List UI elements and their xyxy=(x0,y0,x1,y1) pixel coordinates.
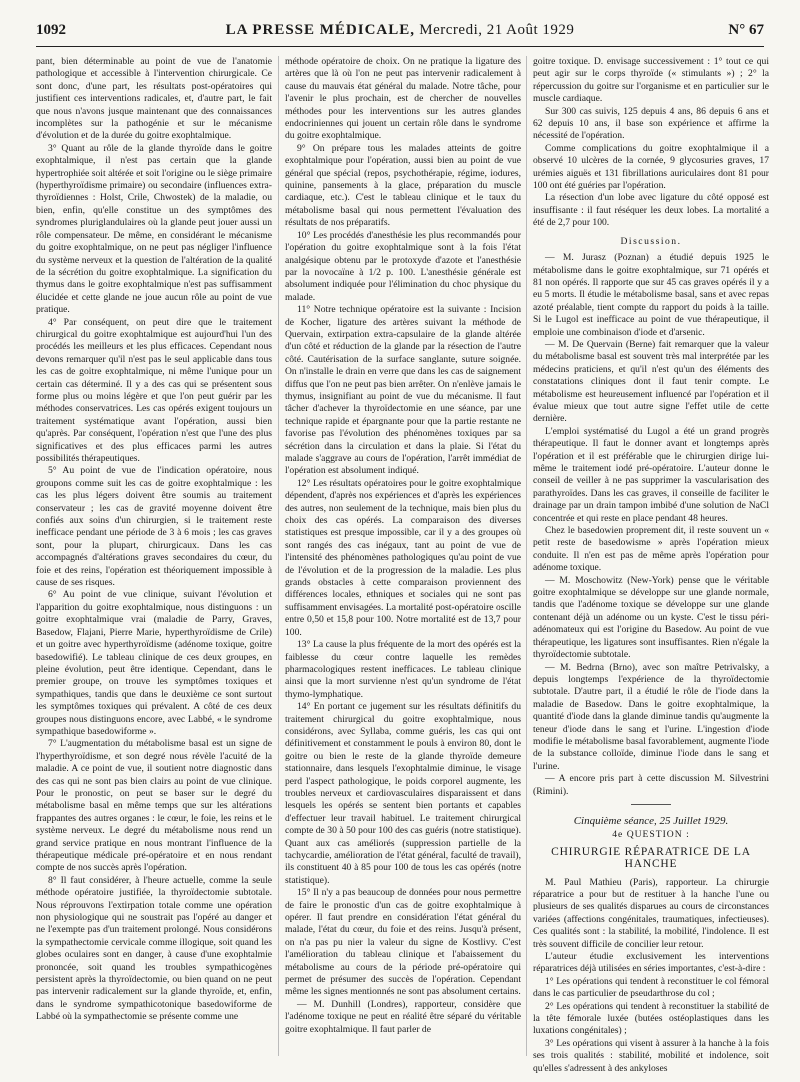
paragraph: pant, bien déterminable au point de vue de l'anatomie pathologique et accessible à l'intervention chirurgicale. Ce sont donc, d'une part, les résultats post-opératoires qui justifient ces interventions radicales, et, d'autre part, le fait que nous n'avons jusque maintenant que des connaissances incomplètes sur la pathogénie et sur le mécanisme d'évolution et de la durée du goitre exophtalmique. xyxy=(36,56,272,142)
paragraph: — M. Jurasz (Poznan) a étudié depuis 1925 le métabolisme dans le goitre exophtalmique, sur 71 opérés et 81 non opérés. Il rapporte que sur 45 cas graves opérés il y a eu 5 morts. Il étudie le métabolisme basal, sans et avec repas azoté préalable, tient compte du rapport du poids à la taille. Si le Lugol est inefficace au point de vue thérapeutique, il emploie une combinaison d'iode et d'arsenic. xyxy=(533,252,769,338)
column-divider xyxy=(526,56,527,1056)
column-divider xyxy=(278,56,279,1056)
paragraph: 14° En portant ce jugement sur les résultats définitifs du traitement chirurgical du goitre exophtalmique, nous considérons, avec Syllaba, comme guéris, les cas qui ont définitivement et constamment le pouls à environ 80, dont le goitre ou bien le reste de la glande thyroïde demeure stationnaire, dans lesquels l'exophtalmie diminue, le visage perd l'aspect pathologique, le poids corporel augmente, les troubles nerveux et cardiovasculaires disparaissent et dans lesquels les opérés se sentent bien portants et capables d'effectuer leur travail habituel. Le traitement chirurgical compte de 30 à 50 pour 100 des cas guéris (notre statistique). Quant aux cas améliorés (suppression partielle de la tachycardie, amélioration de l'état général, faculté de travail), ils constituent 40 à 85 pour 100 de tous les cas opérés (notre statistique). xyxy=(285,701,521,886)
paragraph: L'auteur étudie exclusivement les interventions réparatrices déjà utilisées en séries importantes, c'est-à-dire : xyxy=(533,951,769,975)
paragraph: 3° Quant au rôle de la glande thyroïde dans le goitre exophtalmique, il n'est pas certain que la glande hypertrophiée soit altérée et soit l'origine ou le siège primaire (hyperthyroïdisme primaire) ou secondaire (influences extra-thyroïdiennes : Holst, Crile, Chwostek) de la maladie, ou bien, enfin, qu'elle constitue un des symptômes des syndromes pluriglandulaires où la glande peut jouer aussi un rôle compensateur. De même, en considérant le mécanisme du goitre exophtalmique, on ne peut pas négliger l'influence du système nerveux et la question de l'altération de la qualité de la sécrétion du goitre exophtalmique. La signification du thymus dans le goitre exophtalmique n'est pas suffisamment élucidée et cette glande ne joue aucun rôle au point de vue pratique. xyxy=(36,142,272,316)
column-2 xyxy=(285,56,521,1068)
page-header xyxy=(36,20,764,47)
paragraph: 13° La cause la plus fréquente de la mort des opérés est la faiblesse du cœur contre laquelle les remèdes pharmacologiques restent inefficaces. Le tableau clinique ainsi que la mort survienne n'est qu'un syndrome de l'état thymo-lymphatique. xyxy=(285,639,521,700)
paragraph: — M. Moschowitz (New-York) pense que le véritable goitre exophtalmique se développe sur une glande normale, tandis que l'adénome toxique se développe sur une glande contenant déjà un adénome ou un kyste. C'est le tissu péri-adénomateux qui est l'origine du Basedow. Au point de vue thérapeutique, les ligatures sont insuffisantes. Rien n'égale la thyroïdectomie subtotale. xyxy=(533,574,769,661)
paragraph: L'emploi systématisé du Lugol a été un grand progrès thérapeutique. Il faut le donner avant et longtemps après l'opération et il est préférable que le chirurgien dirige lui-même le traitement iodé pré-opératoire. L'auteur donne le conseil de veiller à ne pas supprimer la vascularisation des parathyroïdes. Dans les cas graves, il conseille de faciliter le drainage par un drain tampon imbibé d'une solution de NaCl concentrée et qui reste en place pendant 48 heures. xyxy=(533,425,769,524)
chapter-heading: CHIRURGIE RÉPARATRICE DE LA HANCHE xyxy=(551,845,751,871)
paragraph: 10° Les procédés d'anesthésie les plus recommandés pour l'opération du goitre exophtalmique sont à la fois l'état analgésique obtenu par le protoxyde d'azote et l'anesthésie par la novocaïne à 1/2 p. 100. L'anesthésie générale est absolument indiquée pour l'élimination du choc physique du malade. xyxy=(285,229,521,303)
paragraph: — M. De Quervain (Berne) fait remarquer que la valeur du métabolisme basal est souvent très mal interprétée par les médecins praticiens, et qu'il n'est qu'un des éléments des constatations cliniques dont il faut tenir compte. Le métabolisme est heureusement influencé par l'opération et il évalue mieux que tout autre signe l'effet utile de cette dernière. xyxy=(533,338,769,425)
column-3 xyxy=(533,56,769,1074)
paragraph: 9° On prépare tous les malades atteints de goitre exophtalmique pour l'opération, aussi bien au point de vue général que spécial (repos, psychothérapie, régime, iodures, quinine, pansements à la glace, préparation du muscle cardiaque, etc.). C'est le tableau clinique et le taux du métabolisme basal qui nous permettent l'évaluation des résultats de nos préparatifs. xyxy=(285,142,521,229)
running-title xyxy=(36,22,764,39)
paragraph: 3° Les opérations qui visent à assurer à la hanche à la fois ses trois qualités : stabilité, mobilité et indolence, soit qu'elles s'adressent à des ankyloses xyxy=(533,1037,769,1074)
paragraph: M. Paul Mathieu (Paris), rapporteur. La chirurgie réparatrice a pour but de restituer à la hanche l'une ou plusieurs de ses qualités disparues au cours de circonstances variées (affections congénitales, traumatiques, infectieuses). Ces qualités sont : la stabilité, la mobilité, l'indolence. Il est très souvent difficile de concilier leur retour. xyxy=(533,876,769,950)
paragraph: 4° Par conséquent, on peut dire que le traitement chirurgical du goitre exophtalmique est aujourd'hui l'un des procédés les meilleurs et les plus efficaces. Cependant nous devons remarquer qu'il n'est pas le seul applicable dans tous les cas de goitre exophtalmique, ni même l'unique pour un certain cas déterminé. Il y a des cas qui se présentent sous forme plus ou moins légère et que l'on peut guérir par les méthodes conservatrices. Les cas opérés exigent toujours un traitement systématique avant l'opération, aussi bien qu'après. Par conséquent, l'opération n'est que l'une des plus significatives et des plus efficaces parmi les autres possibilités thérapeutiques. xyxy=(36,316,272,464)
issue-date: Mercredi, 21 Août 1929 xyxy=(419,22,575,38)
paragraph: 2° Les opérations qui tendent à reconstituer la stabilité de la tête fémorale luxée (butées ostéoplastiques dans les luxations congénitales) ; xyxy=(533,1000,769,1037)
paragraph: — M. Dunhill (Londres), rapporteur, considère que l'adénome toxique ne peut en réalité être séparé du véritable goitre exophtalmique. Il faut parler de xyxy=(285,998,521,1035)
paragraph: 12° Les résultats opératoires pour le goitre exophtalmique dépendent, d'après nos expériences et d'après les expériences des autres, non seulement de la technique, mais bien plus du choix des cas opérés. La comparaison des diverses statistiques est presque impossible, car il y a des groupes où sont rangés des cas inégaux, tant au point de vue de l'intensité des phénomènes pathologiques qu'au point de vue de l'évolution et de la progression de la maladie. Les plus grands obstacles à cette comparaison proviennent des différences locales, ethniques et sociales qui ne sont pas suffisamment envisagées. La mortalité post-opératoire oscille entre 0,50 et 15,8 pour 100. Notre mortalité est de 13,7 pour 100. xyxy=(285,477,521,638)
paragraph: 1° Les opérations qui tendent à reconstituer le col fémoral dans le cas particulier de pseudarthrose du col ; xyxy=(533,975,769,1000)
section-separator xyxy=(631,804,671,805)
journal-title: LA PRESSE MÉDICALE, xyxy=(225,22,416,38)
paragraph: méthode opératoire de choix. On ne pratique la ligature des artères que là où l'on ne peut pas intervenir radicalement à cause du mauvais état général du malade. Notre tâche, pour l'avenir le plus prochain, est de chercher de nouvelles méthodes pour les interventions sur les autres glandes endocriniennes qui jouent un certain rôle dans le syndrome du goitre exophtalmique. xyxy=(285,56,521,142)
page-number: 1092 xyxy=(36,22,66,38)
discussion-heading: Discussion. xyxy=(620,235,682,247)
session-heading: Cinquième séance, 25 Juillet 1929. xyxy=(573,814,729,827)
paragraph: — M. Bedrna (Brno), avec son maître Petrivalsky, a depuis longtemps l'expérience de la thyroïdectomie subtotale. D'autre part, il a étudié le rôle de l'iode dans la maladie de Basedow. Dans le goitre exophtalmique, la quantité d'iode dans la glande diminue tandis qu'augmente la teneur d'iode dans le sang et l'urine. L'ingestion d'iode modifie le métabolisme basal favorablement, augmente l'iode de la substance colloïde, diminue l'iode dans le sang et l'urine. xyxy=(533,661,769,772)
paragraph: — A encore pris part à cette discussion M. Silvestrini (Rimini). xyxy=(533,773,769,797)
paragraph: Sur 300 cas suivis, 125 depuis 4 ans, 86 depuis 6 ans et 62 depuis 10 ans, il base son expérience et affirme la nécessité de l'opération. xyxy=(533,105,769,142)
paragraph: 8° Il faut considérer, à l'heure actuelle, comme la seule méthode opératoire justifiée, la thyroïdectomie subtotale. Nous réprouvons l'extirpation totale comme une opération non physiologique qui ne soustrait pas l'opéré au danger et ne l'exempte pas d'un traitement prolongé. Nous considérons la sympathectomie cervicale comme illogique, soit quand les globes oculaires sont en danger, à cause d'une exophtalmie prononcée, soit quand les troubles sympathicogènes persistent après la thyroïdectomie, ou bien quand on ne peut pas intervenir radicalement sur la glande thyroïde, et, enfin, dans le syndrome sympathicotonique basedowiforme de Labbé où la sympathectomie se présente comme une xyxy=(36,874,272,1023)
paragraph: 7° L'augmentation du métabolisme basal est un signe de l'hyperthyroïdisme, et son degré nous révèle l'acuité de la maladie. A ce point de vue, il soutient notre diagnostic dans des cas qui ne sont pas bien clairs au point de vue clinique. Pour le pronostic, on peut se baser sur le degré du métabolisme basal en même temps que sur les altérations frappantes des autres organes : le cœur, le foie, les reins et le système nerveux. Le degré du métabolisme nous rend un grand service pratique en nous montrant l'influence de la thérapeutique médicale pré-opératoire et en nous rendant compte de nos succès après l'opération. xyxy=(36,738,272,874)
paragraph: 5° Au point de vue de l'indication opératoire, nous groupons comme suit les cas de goitre exophtalmique : les cas les plus légers doivent être soumis au traitement conservateur ; les cas de gravité moyenne doivent être confiés aux soins d'un chirurgien, si le traitement reste inefficace pendant une période de 3 à 6 mois ; les cas graves sont, pour la plupart, chirurgicaux. Dans les cas accompagnés d'altérations graves secondaires du cœur, du foie et des reins, l'opération est théoriquement impossible à cause de ses risques. xyxy=(36,465,272,589)
issue-number: N° 67 xyxy=(728,22,764,38)
paragraph: Chez le basedowien proprement dit, il reste souvent un « petit reste de basedowisme » après l'opération mieux conduite. Il n'en est pas de même après l'opération pour adénome toxique. xyxy=(533,525,769,574)
paragraph: Comme complications du goitre exophtalmique il a observé 10 ulcères de la cornée, 9 glycosuries graves, 17 urémies aiguës et 131 fibrillations auriculaires dont 81 pour 100 ont été guéries par l'opération. xyxy=(533,142,769,192)
paragraph: 15° Il n'y a pas beaucoup de données pour nous permettre de faire le pronostic d'un cas de goitre exophtalmique à opérer. Il faut prendre en considération l'état général du malade, l'état du cœur, du foie et des reins. Jusqu'à présent, on n'a pas pu nier la valeur du signe de Kostlivy. C'est l'amélioration du tableau clinique et l'abaissement du métabolisme au cours de la période pré-opératoire qui permet de présumer des succès de l'opération. Cependant même les signes mentionnés ne sont pas absolument certains. xyxy=(285,887,521,998)
paragraph: 11° Notre technique opératoire est la suivante : Incision de Kocher, ligature des artères suivant la méthode de Quervain, extirpation extra-capsulaire de la glande altérée d'un côté et réduction de la glande par la résection de l'autre côté. Cautérisation de la surface sanglante, suture soignée. On n'installe le drain en verre que dans les cas de saignement diffus que l'on ne peut pas bien arrêter. On n'enlève jamais le thymus, insignifiant au point de vue du mécanisme. Il faut tâcher d'achever la thyroïdectomie en une séance, par une technique rapide et épargnante pour que la partie restante ne favorise pas l'évolution des phénomènes toxiques par sa sécrétion dans la circulation et dans la plaie. Si l'état du malade s'aggrave au cours de l'opération, l'arrêt immédiat de l'opération est absolument indiqué. xyxy=(285,304,521,477)
paragraph: 6° Au point de vue clinique, suivant l'évolution et l'apparition du goitre exophtalmique, nous distinguons : un goitre exophtalmique vrai (maladie de Parry, Graves, Basedow, Flajani, Pierre Marie, hyperthyroïdisme de Crile) et un goitre avec hyperthyroïdisme (adénome toxique, goitre basedowifié). Le tableau clinique de ces deux groupes, en pleine évolution, peut être identique. Cependant, dans le premier groupe, on trouve les symptômes toxiques et sympathiques, tandis que dans le deuxième ce sont surtout les symptômes toxiques qui prévalent. A côté de ces deux groupes nous distinguons encore, avec Labbé, « le syndrome sympathique basedowiforme ». xyxy=(36,589,272,737)
paragraph: La résection d'un lobe avec ligature du côté opposé est insuffisante : il faut réséquer les deux lobes. La mortalité a été de 2,7 pour 100. xyxy=(533,192,769,229)
column-1 xyxy=(36,56,272,1068)
question-heading: 4e QUESTION : xyxy=(612,829,690,841)
paragraph: goitre toxique. D. envisage successivement : 1° tout ce qui peut agir sur le corps thyroïde (« stimulants ») ; 2° la répercussion du goitre sur l'organisme et en particulier sur le muscle cardiaque. xyxy=(533,56,769,105)
